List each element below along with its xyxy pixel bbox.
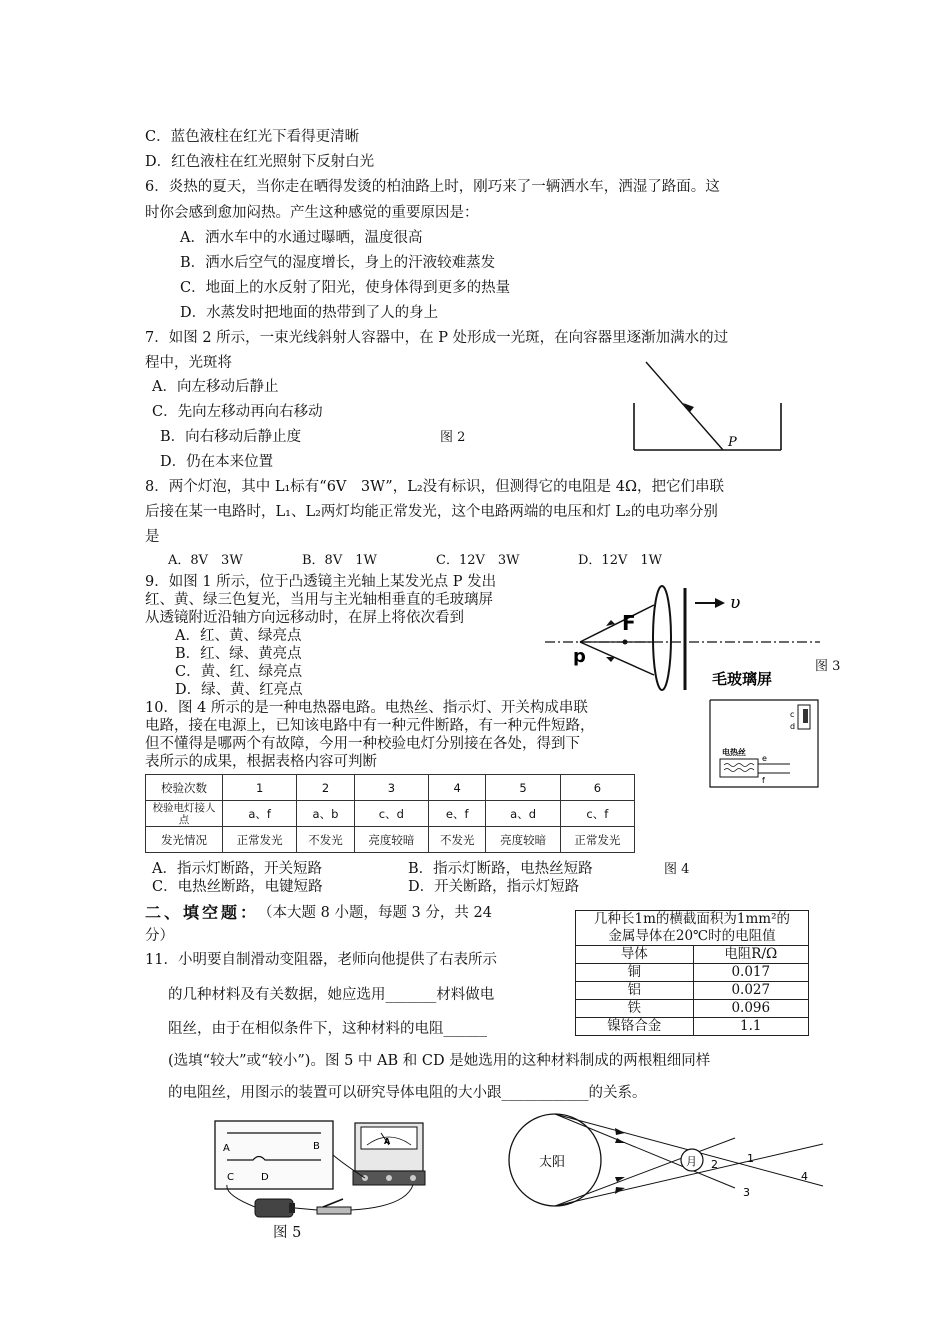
table-row [576, 982, 809, 1000]
table-cell: 2 [297, 775, 355, 801]
resistance-table [575, 910, 809, 1036]
fig5-a-label: A [223, 1143, 230, 1154]
q10-figure-e-label: e [762, 754, 767, 763]
q5-option-d: D．红色液柱在红光照射下反射白光 [145, 154, 375, 170]
table-cell: 亮度较暗 [486, 827, 560, 853]
q6-option-c: C．地面上的水反射了阳光，使身体得到更多的热量 [180, 280, 511, 296]
figure-5-label: 图 5 [273, 1225, 302, 1241]
q10-option-c: C．电热丝断路，电键短路 [152, 879, 323, 895]
table-cell: 0.017 [693, 964, 808, 982]
table-row [576, 964, 809, 982]
q11-line2: 的几种材料及有关数据，她应选用_______材料做电 [168, 987, 495, 1003]
region-3-label: 3 [743, 1186, 750, 1199]
table-cell: 铝 [576, 982, 694, 1000]
region-1-label: 1 [747, 1152, 754, 1165]
q10-option-b: B．指示灯断路，电热丝短路 [408, 861, 593, 877]
table-cell: 不发光 [297, 827, 355, 853]
table-header: 导体 [576, 946, 694, 964]
q10-test-table [145, 774, 635, 853]
table-cell: a、b [297, 801, 355, 827]
q10-option-d: D．开关断路，指示灯短路 [408, 879, 580, 895]
table-cell: c、f [560, 801, 634, 827]
region-2-label: 2 [711, 1158, 718, 1171]
row-header: 校验电灯接人点 [146, 801, 223, 827]
table-cell: 0.096 [693, 1000, 808, 1018]
q7-stem-line2: 程中，光斑将 [145, 355, 232, 371]
fig5-b-label: B [313, 1141, 320, 1152]
region-4-label: 4 [801, 1170, 808, 1183]
q9-figure-label: 图 3 [815, 659, 841, 674]
q9-figure-v-label: υ [730, 593, 741, 613]
table-cell: c、d [354, 801, 428, 827]
table-cell: 正常发光 [560, 827, 634, 853]
table-cell: 1 [223, 775, 297, 801]
q9-stem-line1: 9．如图 1 所示，位于凸透镜主光轴上某发光点 P 发出 [145, 574, 497, 590]
table-cell: 亮度较暗 [354, 827, 428, 853]
table-row [576, 1000, 809, 1018]
q8-option-c: C．12V 3W [436, 553, 520, 568]
table-cell: 不发光 [428, 827, 486, 853]
table-row [146, 827, 635, 853]
q11-line3: 阻丝，由于在相似条件下，这种材料的电阻______ [168, 1021, 487, 1037]
q5-option-c: C．蓝色液柱在红光下看得更清晰 [145, 129, 360, 145]
moon-label: 月 [686, 1155, 697, 1168]
table-caption-line2: 金属导体在20℃时的电阻值 [608, 928, 776, 944]
table-row [146, 801, 635, 827]
q9-stem-line2: 红、黄、绿三色复光，当用与主光轴相垂直的毛玻璃屏 [145, 592, 493, 608]
table-cell: 0.027 [693, 982, 808, 1000]
q6-option-d: D．水蒸发时把地面的热带到了人的身上 [180, 305, 439, 321]
q10-figure-label: 图 4 [664, 862, 690, 877]
q9-figure-screen-label: 毛玻璃屏 [712, 670, 773, 688]
q10-figure-f-label: f [762, 776, 765, 785]
section-2-description-cont: 分） [145, 928, 174, 944]
q9-figure-p-label: p [573, 646, 586, 667]
q10-figure-heater-label: 电热丝 [722, 748, 746, 757]
fig5-meter-label: A [384, 1137, 391, 1146]
q8-option-a: A．8V 3W [168, 553, 243, 568]
q6-option-b: B．洒水后空气的湿度增长，身上的汗液较难蒸发 [180, 255, 496, 271]
table-cell: 1.1 [693, 1018, 808, 1036]
fig5-c-label: C [227, 1172, 234, 1183]
table-row [576, 946, 809, 964]
figure-2-container-diagram [628, 358, 788, 458]
table-row [576, 911, 809, 946]
table-cell: 镍铬合金 [576, 1018, 694, 1036]
figure-5-apparatus [205, 1115, 445, 1225]
q8-option-b: B．8V 1W [302, 553, 377, 568]
q11-line1: 11．小明要自制滑动变阻器，老师向他提供了右表所示 [145, 952, 497, 968]
q8-stem-line3: 是 [145, 529, 160, 545]
table-cell: a、d [486, 801, 560, 827]
row-header: 校验次数 [146, 775, 223, 801]
table-cell: 铜 [576, 964, 694, 982]
sun-label: 太阳 [539, 1155, 566, 1170]
q6-stem-line1: 6．炎热的夏天，当你走在晒得发烫的柏油路上时，刚巧来了一辆洒水车，洒湿了路面。这 [145, 179, 720, 195]
table-row [576, 1018, 809, 1036]
q7-figure-p-label: P [728, 435, 737, 450]
q6-option-a: A．洒水车中的水通过曝晒，温度很高 [180, 230, 423, 246]
q8-stem-line1: 8．两个灯泡，其中 L₁标有“6V 3W”，L₂没有标识，但测得它的电阻是 4Ω，把它们串联 [145, 479, 724, 495]
q8-stem-line2: 后接在某一电路时，L₁、L₂两灯均能正常发光，这个电路两端的电压和灯 L₂的电功率分别 [145, 504, 718, 520]
q11-line4: (选填“较大”或“较小”)。图 5 中 AB 和 CD 是她选用的这种材料制成的两根粗细同样 [168, 1053, 711, 1069]
q10-option-a: A．指示灯断路，开关短路 [152, 861, 322, 877]
q10-stem-line4: 表所示的成果，根据表格内容可判断 [145, 754, 377, 770]
section-2-title: 二、填空题： [145, 903, 260, 922]
q11-line5: 的电阻丝，用图示的装置可以研究导体电阻的大小跟____________的关系。 [168, 1085, 647, 1101]
q7-option-d: D．仍在本来位置 [160, 454, 274, 470]
sun-moon-diagram [505, 1110, 830, 1210]
q10-stem-line1: 10．图 4 所示的是一种电热器电路。电热丝、指示灯、开关构成串联 [145, 700, 588, 716]
q7-stem-line1: 7．如图 2 所示，一束光线斜射人容器中，在 P 处形成一光斑，在向容器里逐渐加满水的过 [145, 330, 729, 346]
table-cell: 正常发光 [223, 827, 297, 853]
q10-figure-c-label: c [790, 710, 795, 719]
q9-stem-line3: 从透镜附近沿轴方向远移动时，在屏上将依次看到 [145, 610, 464, 626]
q9-option-d: D．绿、黄、红亮点 [175, 682, 303, 698]
q7-option-b: B．向右移动后静止度 [160, 429, 302, 445]
table-caption-line1: 几种长1m的横截面积为1mm²的 [594, 911, 790, 927]
table-cell: 3 [354, 775, 428, 801]
q8-option-d: D．12V 1W [578, 553, 662, 568]
table-cell: 4 [428, 775, 486, 801]
q9-option-c: C．黄、红、绿亮点 [175, 664, 303, 680]
section-2-description: （本大题 8 小题，每题 3 分，共 24 [258, 905, 492, 921]
fig5-d-label: D [261, 1172, 269, 1183]
q7-option-a: A．向左移动后静止 [152, 379, 279, 395]
q10-figure-d-label: d [790, 722, 796, 731]
table-cell: 铁 [576, 1000, 694, 1018]
figure-3-lens-diagram [540, 578, 840, 693]
q10-stem-line3: 但不懂得是哪两个有故障，今用一种校验电灯分别接在各处，得到下 [145, 736, 580, 752]
q6-stem-line2: 时你会感到愈加闷热。产生这种感觉的重要原因是： [145, 205, 479, 221]
table-cell: 6 [560, 775, 634, 801]
figure-4-heater-circuit [700, 695, 830, 795]
table-cell: 5 [486, 775, 560, 801]
q7-figure-label: 图 2 [440, 430, 466, 445]
q9-option-a: A．红、黄、绿亮点 [175, 628, 302, 644]
q7-option-c: C．先向左移动再向右移动 [152, 404, 323, 420]
table-header: 电阻R/Ω [693, 946, 808, 964]
table-cell: e、f [428, 801, 486, 827]
q10-stem-line2: 电路，接在电源上，已知该电路中有一种元件断路，有一种元件短路， [145, 718, 595, 734]
table-cell: a、f [223, 801, 297, 827]
row-header: 发光情况 [146, 827, 223, 853]
q9-option-b: B．红、绿、黄亮点 [175, 646, 302, 662]
q9-figure-f-label: F [622, 611, 636, 635]
table-row [146, 775, 635, 801]
